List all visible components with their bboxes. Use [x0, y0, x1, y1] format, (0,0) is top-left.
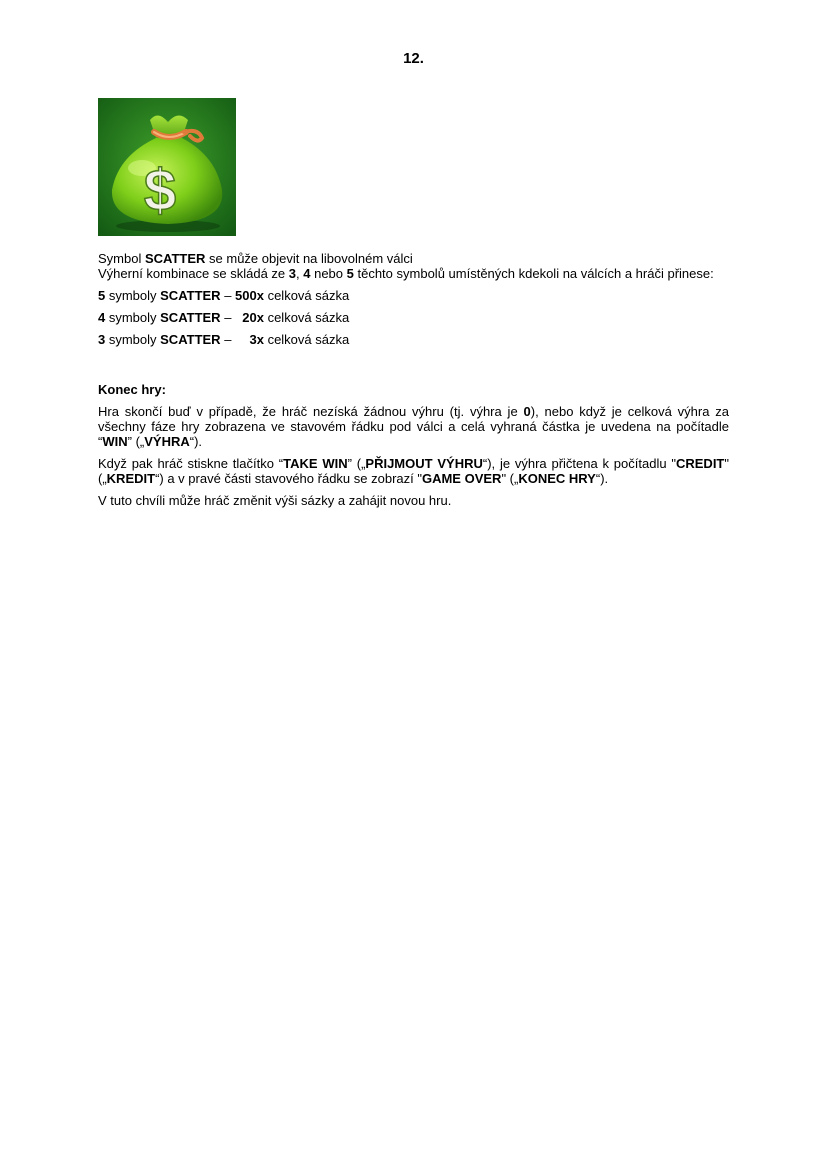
game-end-paragraph-3: V tuto chvíli může hráč změnit výši sázky a zahájit novou hru.: [98, 493, 452, 508]
section-heading: Konec hry:: [98, 382, 166, 397]
payout-line: 3 symboly SCATTER – 3x celková sázka: [98, 332, 350, 347]
payout-line: 4 symboly SCATTER – 20x celková sázka: [98, 310, 350, 325]
game-end-paragraph-2: Když pak hráč stiskne tlačítko “TAKE WIN” („PŘIJMOUT VÝHRU“), je výhra přičtena k počítadlu "CREDIT" („KREDIT“) a v pravé části stavového řádku se zobrazí "GAME OVER" („KONEC HRY“).: [98, 456, 729, 486]
money-bag-dollar-icon: [98, 98, 236, 236]
dollar-sign: $: [143, 158, 177, 223]
document-body: [98, 251, 729, 508]
scatter-combination-text: Výherní kombinace se skládá ze 3, 4 nebo 5 těchto symbolů umístěných kdekoli na válcích a hráči přinese:: [98, 266, 714, 281]
page-number: 12.: [403, 50, 424, 67]
scatter-intro: Symbol SCATTER se může objevit na libovolném válci: [98, 251, 413, 266]
game-end-paragraph-1: Hra skončí buď v případě, že hráč nezíská žádnou výhru (tj. výhra je 0), nebo když je celková výhra za všechny fáze hry zobrazena ve stavovém řádku pod válci a celá vyhraná částka je uvedena na počítadle “WIN” („VÝHRA“).: [98, 404, 729, 449]
payout-line: 5 symboly SCATTER – 500x celková sázka: [98, 288, 350, 303]
